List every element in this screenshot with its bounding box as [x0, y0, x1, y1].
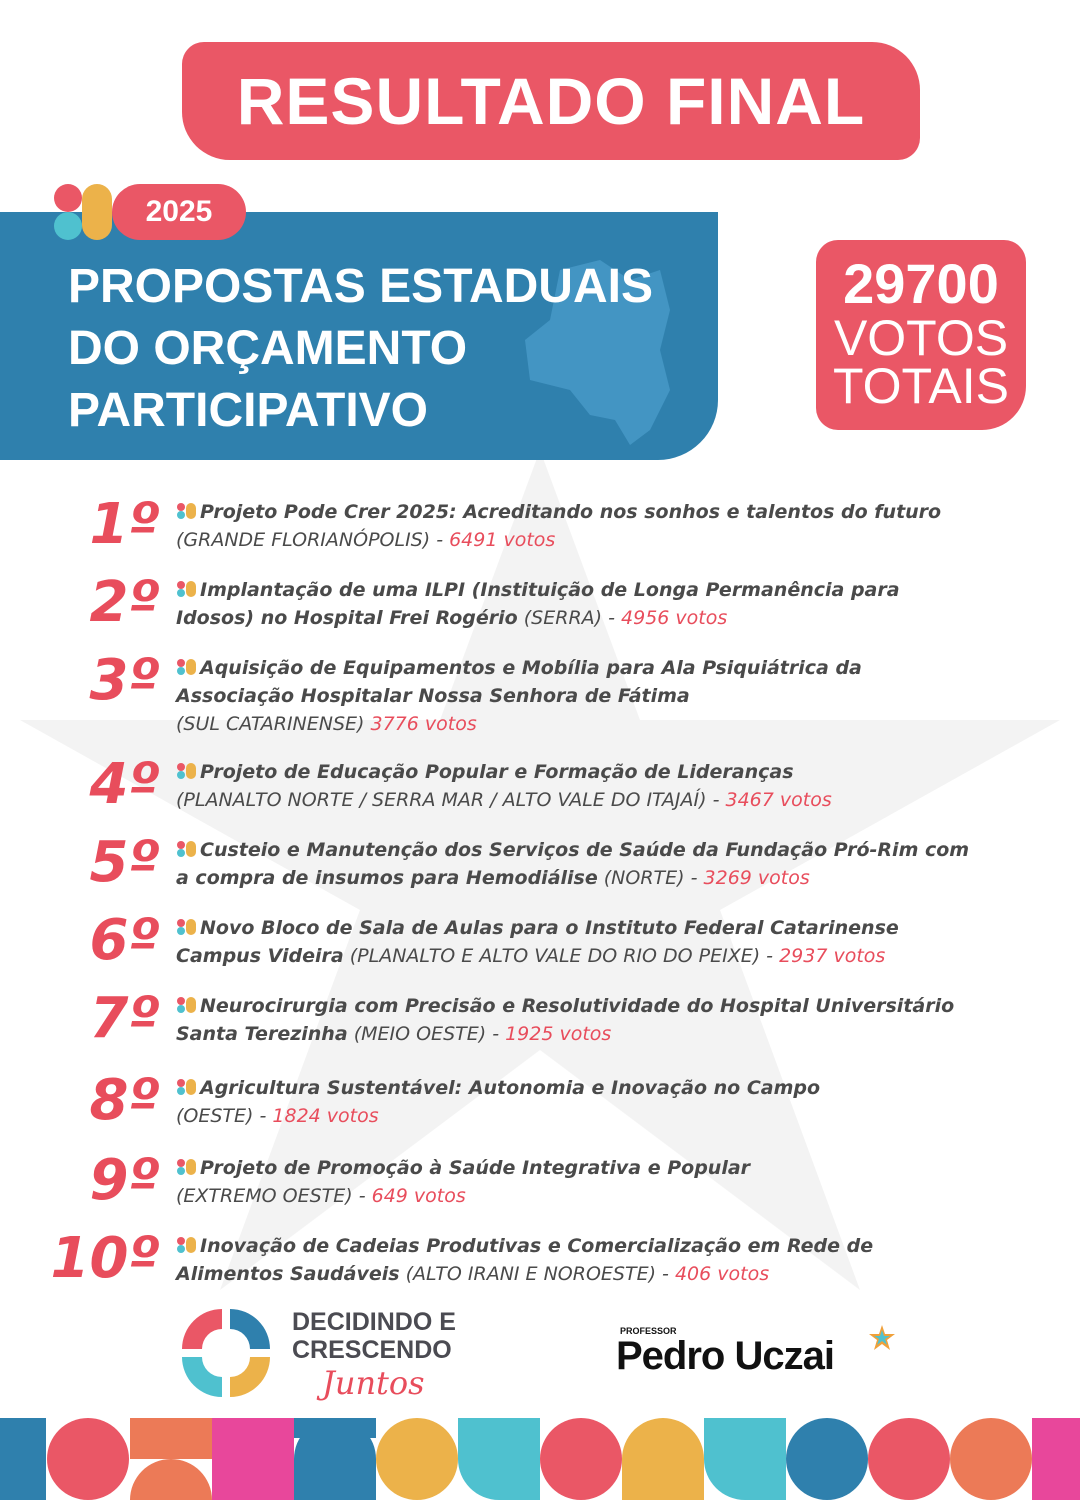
rank-number: 3º	[89, 648, 160, 713]
program-logo-icon	[176, 658, 198, 676]
proposal-title: Projeto Pode Crer 2025: Acreditando nos sonhos e talentos do futuro	[200, 501, 942, 523]
rank-number: 8º	[89, 1068, 160, 1133]
program-logo-icon	[176, 918, 198, 936]
proposal-votes: 1824 votos	[272, 1105, 379, 1127]
decidindo-logo-icon	[176, 1305, 276, 1401]
proposal-text	[176, 498, 976, 554]
program-logo-icon	[176, 580, 198, 598]
title-line-1: PROPOSTAS ESTADUAIS	[68, 260, 653, 313]
program-logo-icon	[176, 996, 198, 1014]
rank-number: 9º	[89, 1148, 160, 1213]
total-votes-label: VOTOS TOTAIS	[833, 310, 1009, 414]
proposal-region: (PLANALTO E ALTO VALE DO RIO DO PEIXE) -	[343, 945, 780, 967]
rank-number: 10º	[50, 1226, 160, 1291]
proposal-votes: 1925 votos	[505, 1023, 612, 1045]
rank-number: 2º	[89, 570, 160, 635]
proposal-title: Agricultura Sustentável: Autonomia e Inovação no Campo	[200, 1077, 821, 1099]
program-logo-icon	[176, 1236, 198, 1254]
proposal-region: (OESTE) -	[176, 1105, 273, 1127]
title-line-3: PARTICIPATIVO	[68, 384, 428, 437]
proposal-title: Projeto de Educação Popular e Formação de Lideranças	[200, 761, 794, 783]
proposal-title: Projeto de Promoção à Saúde Integrativa e Popular	[200, 1157, 751, 1179]
rank-number: 7º	[89, 986, 160, 1051]
star-icon	[868, 1324, 896, 1352]
proposal-text	[176, 654, 976, 738]
program-logo-icon	[176, 762, 198, 780]
brand-line-1: DECIDINDO E	[292, 1308, 456, 1336]
proposal-region: (MEIO OESTE) -	[347, 1023, 506, 1045]
proposal-text	[176, 914, 976, 970]
proposal-votes: 6491 votos	[449, 529, 556, 551]
program-logo-icon	[176, 1158, 198, 1176]
brand-line-2: CRESCENDO	[292, 1336, 452, 1364]
header-panel	[0, 212, 718, 460]
program-logo-icon	[52, 182, 116, 242]
page-title	[68, 256, 708, 442]
proposal-title: Neurocirurgia com Precisão e Resolutividade do Hospital Universitário Santa Terezinha	[176, 995, 955, 1045]
title-line-2: DO ORÇAMENTO	[68, 322, 468, 375]
proposal-region: (SUL CATARINENSE)	[176, 713, 371, 735]
sponsor-logo	[616, 1326, 906, 1386]
proposal-text	[176, 992, 976, 1048]
proposal-title: Custeio e Manutenção dos Serviços de Saúde da Fundação Pró-Rim com a compra de insumos para Hemodiálise	[176, 839, 970, 889]
proposal-region: (NORTE) -	[597, 867, 704, 889]
rank-number: 6º	[89, 908, 160, 973]
proposal-votes: 3776 votos	[370, 713, 477, 735]
proposal-votes: 4956 votos	[621, 607, 728, 629]
decorative-bottom-strip	[0, 1418, 1080, 1500]
sponsor-small-label: PROFESSOR	[620, 1326, 677, 1336]
program-logo-icon	[176, 840, 198, 858]
rank-number: 1º	[89, 492, 160, 557]
proposal-title: Aquisição de Equipamentos e Mobília para Ala Psiquiátrica da Associação Hospitalar Nossa Senhora de Fátima	[176, 657, 862, 707]
proposal-title: Inovação de Cadeias Produtivas e Comercialização em Rede de Alimentos Saudáveis	[176, 1235, 874, 1285]
sponsor-name: Pedro Uczai	[616, 1334, 834, 1378]
proposal-region: (PLANALTO NORTE / SERRA MAR / ALTO VALE DO ITAJAÍ) -	[176, 789, 726, 811]
proposal-votes: 3269 votos	[703, 867, 810, 889]
banner-title: RESULTADO FINAL	[236, 64, 866, 138]
proposal-votes: 3467 votos	[725, 789, 832, 811]
total-votes-number: 29700	[843, 252, 999, 315]
proposal-title: Implantação de uma ILPI (Instituição de Longa Permanência para Idosos) no Hospital Frei Rogério	[176, 579, 900, 629]
decidindo-brand	[292, 1308, 492, 1402]
result-banner	[182, 42, 920, 160]
proposal-votes: 2937 votos	[779, 945, 886, 967]
year-badge: 2025	[112, 184, 246, 240]
proposal-text	[176, 758, 976, 814]
proposal-region: (SERRA) -	[517, 607, 622, 629]
proposal-text	[176, 1232, 976, 1288]
proposal-region: (ALTO IRANI E NOROESTE) -	[399, 1263, 675, 1285]
program-logo-icon	[176, 502, 198, 520]
proposal-region: (GRANDE FLORIANÓPOLIS) -	[176, 529, 450, 551]
proposal-text	[176, 836, 976, 892]
proposal-text	[176, 576, 976, 632]
proposal-votes: 649 votos	[371, 1185, 466, 1207]
proposal-region: (EXTREMO OESTE) -	[176, 1185, 372, 1207]
total-votes-badge	[816, 240, 1026, 430]
proposal-votes: 406 votos	[674, 1263, 770, 1285]
rank-number: 5º	[89, 830, 160, 895]
proposal-text	[176, 1154, 976, 1210]
proposal-text	[176, 1074, 976, 1130]
brand-script: Juntos	[322, 1364, 425, 1402]
proposal-title: Novo Bloco de Sala de Aulas para o Instituto Federal Catarinense Campus Videira	[176, 917, 899, 967]
rank-number: 4º	[89, 752, 160, 817]
program-logo-icon	[176, 1078, 198, 1096]
